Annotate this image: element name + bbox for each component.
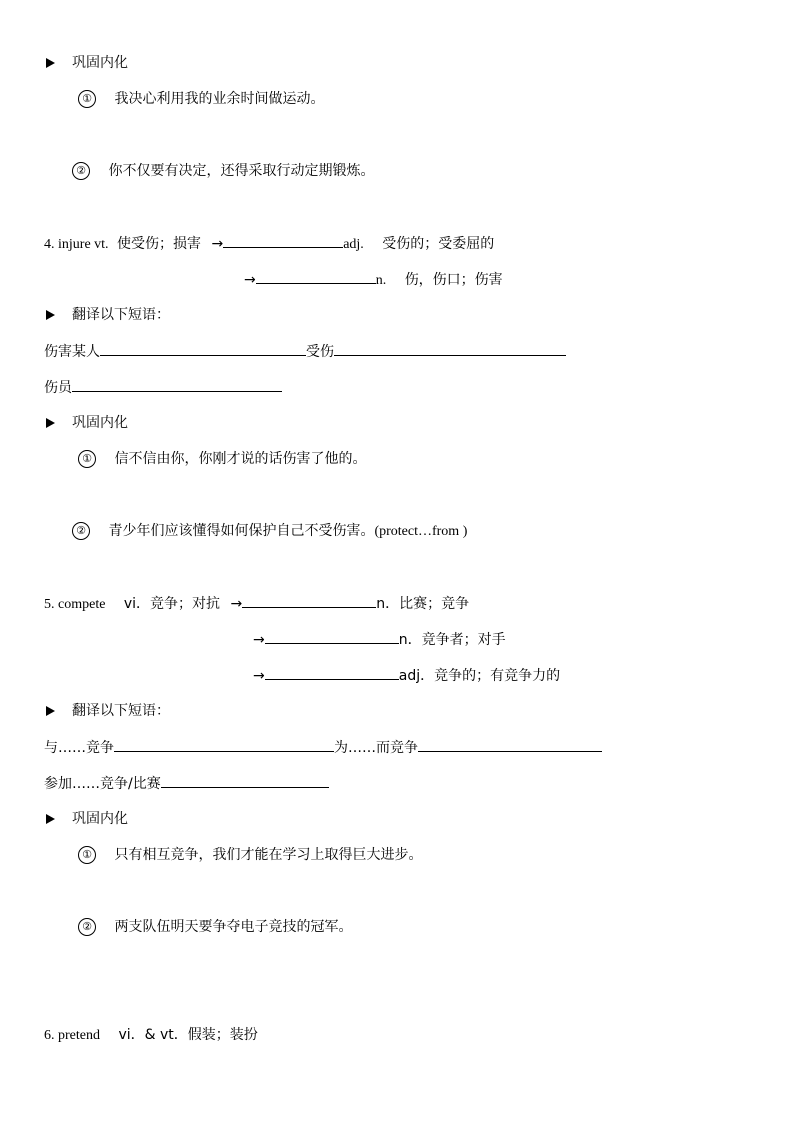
phrase-label: 伤害某人 <box>44 344 100 360</box>
form-meaning: 伤，伤口；伤害 <box>404 272 503 288</box>
section-heading: 翻译以下短语： <box>72 703 170 719</box>
phrase-label: 伤员 <box>44 380 72 396</box>
bullet-arrow-icon <box>46 706 55 716</box>
section-heading: 巩固内化 <box>72 415 128 431</box>
section-heading: 翻译以下短语： <box>72 307 170 323</box>
number-marker: ② <box>78 918 96 936</box>
blank-field[interactable] <box>265 665 399 680</box>
blank-field[interactable] <box>418 737 602 752</box>
section-heading: 巩固内化 <box>72 55 128 71</box>
word-meaning: vi．& vt．假装；装扮 <box>118 1027 258 1043</box>
bullet-arrow-icon <box>46 814 55 824</box>
word-meaning: 使受伤；损害 <box>117 236 201 252</box>
number-marker: ② <box>72 162 90 180</box>
word-meaning: vi．竞争；对抗 <box>123 596 221 612</box>
word-form-line <box>253 665 560 686</box>
example-hint: (protect…from ) <box>374 524 468 539</box>
form-meaning: n．竞争者；对手 <box>398 632 506 648</box>
word-head: 5. compete <box>44 597 106 612</box>
number-marker: ② <box>72 522 90 540</box>
blank-field[interactable] <box>334 341 566 356</box>
pos-label: n. <box>375 273 387 288</box>
example-text: 你不仅要有决定，还得采取行动定期锻炼。 <box>108 163 375 179</box>
example-item <box>78 917 352 937</box>
pos-label: adj. <box>343 237 364 252</box>
number-marker: ① <box>78 846 96 864</box>
word-form-line <box>253 629 506 650</box>
word-head: 6. pretend <box>44 1028 100 1043</box>
example-item <box>78 449 366 469</box>
blank-field[interactable] <box>114 737 334 752</box>
phrase-line <box>44 773 329 794</box>
phrase-label: 参加……竞争/比赛 <box>44 776 161 792</box>
example-text: 信不信由你，你刚才说的话伤害了他的。 <box>114 451 367 467</box>
example-text: 只有相互竞争，我们才能在学习上取得巨大进步。 <box>114 847 423 863</box>
arrow-glyph: → <box>244 272 256 288</box>
blank-field[interactable] <box>242 593 376 608</box>
blank-field[interactable] <box>72 377 282 392</box>
section-heading: 巩固内化 <box>72 811 128 827</box>
number-marker: ① <box>78 90 96 108</box>
number-marker: ① <box>78 450 96 468</box>
bullet-arrow-icon <box>46 310 55 320</box>
bullet-arrow-icon <box>46 58 55 68</box>
bullet-arrow-icon <box>46 418 55 428</box>
example-text: 我决心利用我的业余时间做运动。 <box>114 91 325 107</box>
form-meaning: adj．竞争的；有竞争力的 <box>398 668 561 684</box>
blank-field[interactable] <box>265 629 399 644</box>
form-meaning: 受伤的；受委屈的 <box>382 236 495 252</box>
word-head: 4. injure vt. <box>44 237 109 252</box>
phrase-label: 受伤 <box>306 344 334 360</box>
example-text: 青少年们应该懂得如何保护自己不受伤害。 <box>108 523 375 539</box>
phrase-label: 与……竞争 <box>44 740 114 756</box>
word-entry-injure <box>44 233 494 255</box>
arrow-glyph: → <box>230 596 243 612</box>
example-item <box>72 161 374 181</box>
blank-field[interactable] <box>256 269 376 284</box>
blank-field[interactable] <box>223 233 343 248</box>
phrase-label: 为……而竞争 <box>334 740 418 756</box>
word-form-line <box>244 269 503 291</box>
example-item <box>78 89 324 109</box>
example-item <box>78 845 422 865</box>
example-text: 两支队伍明天要争夺电子竞技的冠军。 <box>114 919 353 935</box>
word-entry-compete <box>44 593 469 615</box>
form-meaning: n．比赛；竞争 <box>376 596 470 612</box>
arrow-glyph: → <box>253 668 265 684</box>
arrow-glyph: → <box>253 632 265 648</box>
example-item <box>72 521 467 542</box>
blank-field[interactable] <box>161 773 329 788</box>
phrase-line <box>44 341 566 362</box>
word-entry-pretend <box>44 1025 258 1046</box>
blank-field[interactable] <box>100 341 306 356</box>
arrow-glyph: → <box>211 236 224 252</box>
phrase-line <box>44 737 602 758</box>
phrase-line <box>44 377 282 398</box>
